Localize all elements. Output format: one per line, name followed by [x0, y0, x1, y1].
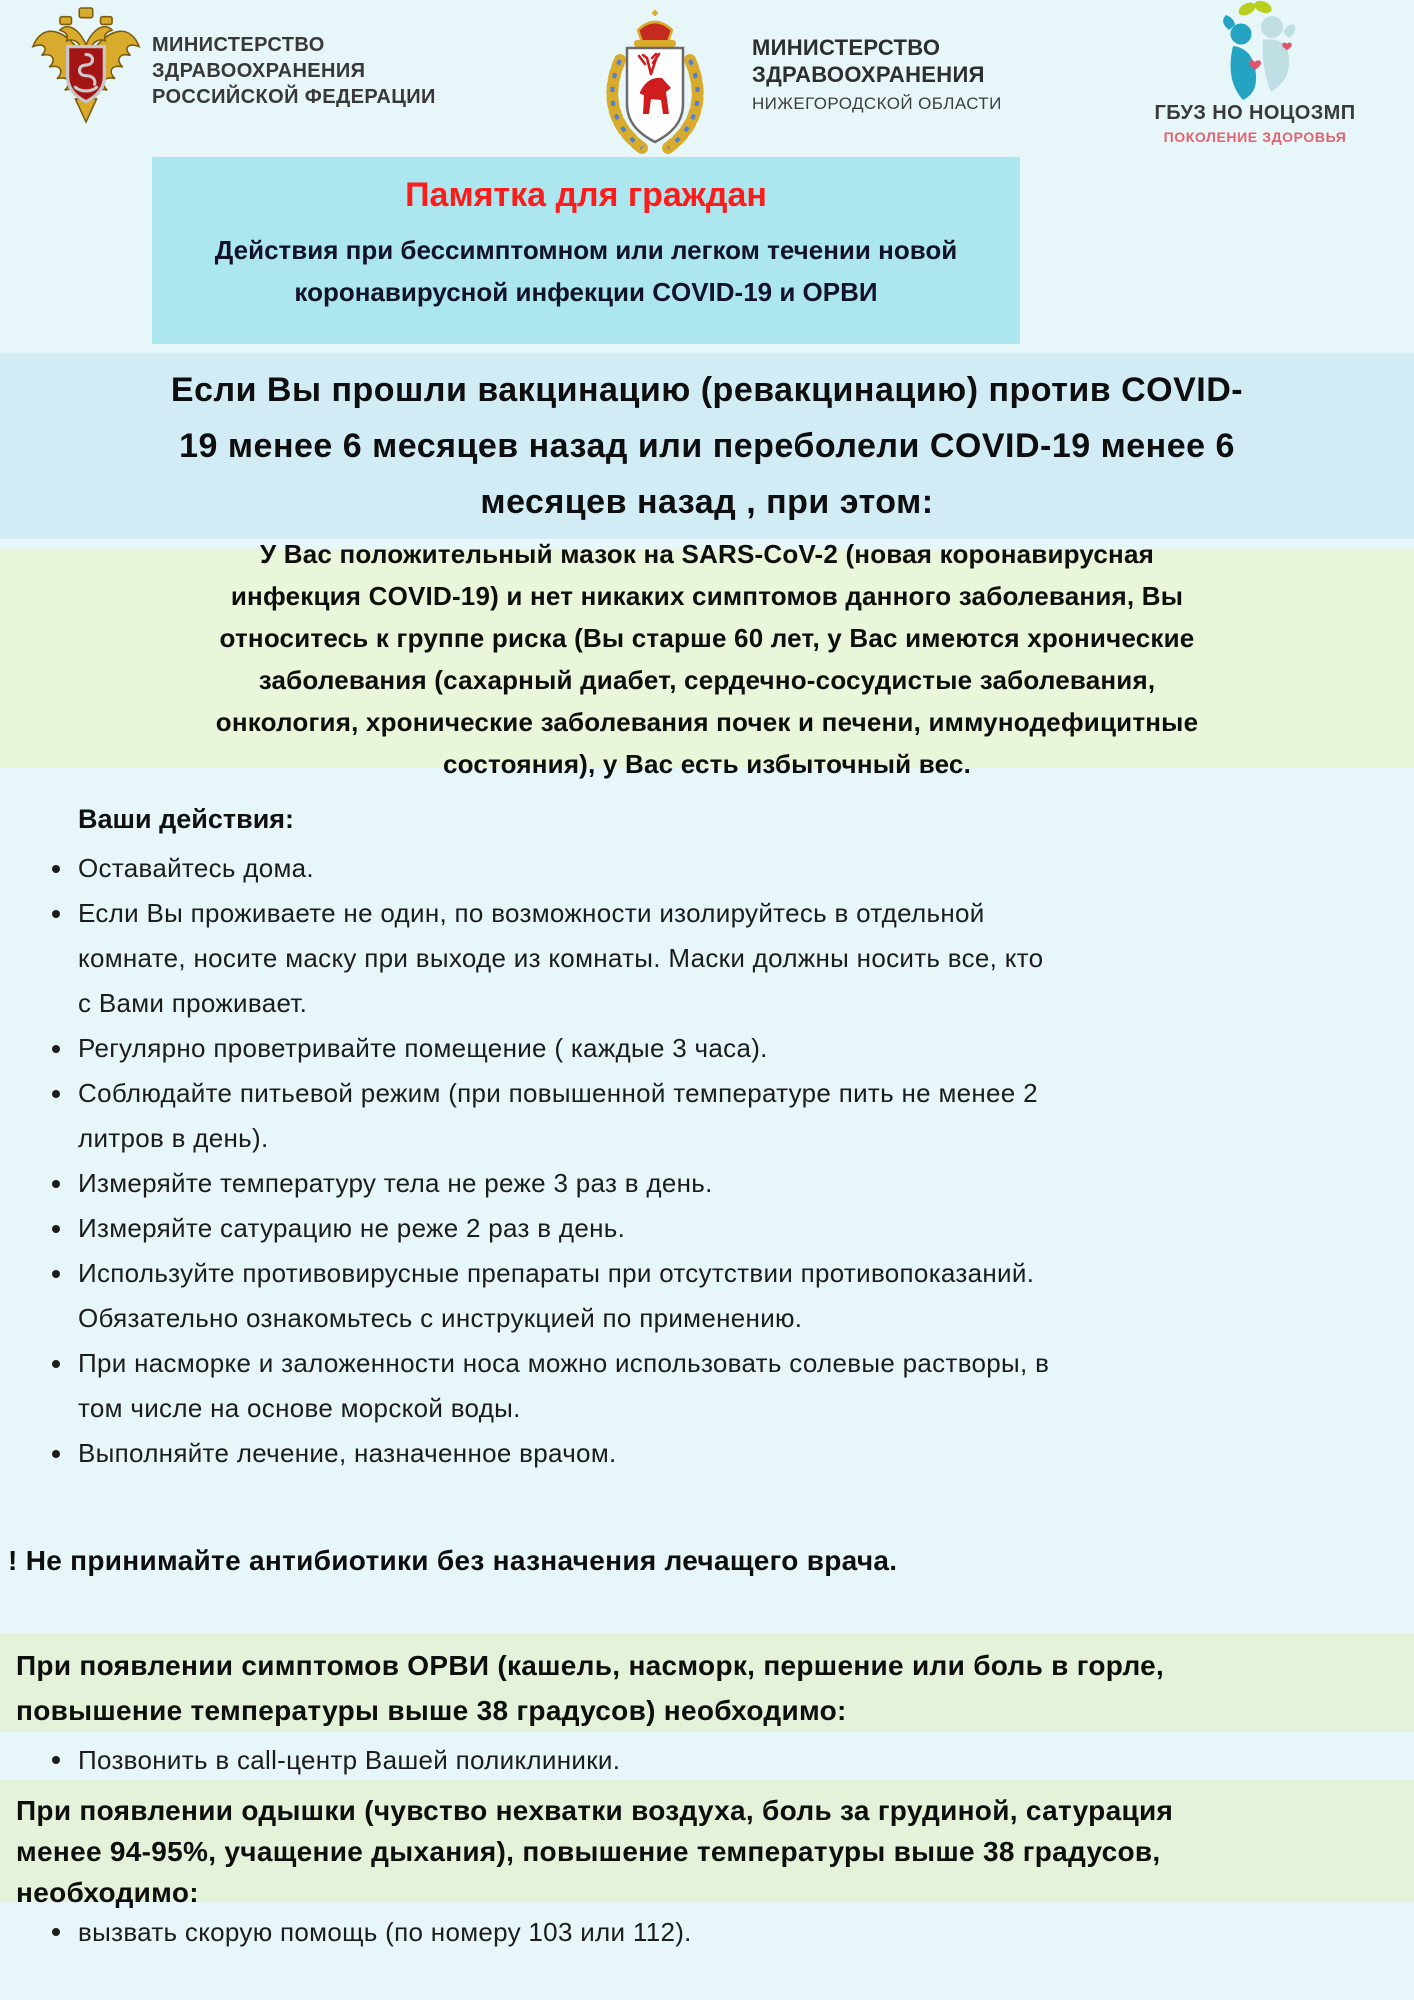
- minzdrav-rf-line2: ЗДРАВООХРАНЕНИЯ: [152, 60, 366, 82]
- dyspnea-text: При появлении одышки (чувство нехватки воздуха, боль за грудиной, сатурация менее 94-95%, учащение дыхания), повышение температуры выше 38 градусов, необходимо:: [16, 1795, 1174, 1908]
- nocozmp-logo-block: [1120, 0, 1390, 145]
- antibiotics-warning: ! Не принимайте антибиотики без назначения лечащего врача.: [8, 1545, 898, 1576]
- vaccination-condition-banner: [0, 353, 1414, 539]
- nocozmp-slogan: ПОКОЛЕНИЕ ЗДОРОВЬЯ: [1163, 129, 1347, 145]
- minzdrav-region-line3: НИЖЕГОРОДСКОЙ ОБЛАСТИ: [752, 94, 1002, 113]
- orvi-action-item: Позвонить в call-центр Вашей поликлиники.: [46, 1740, 1366, 1780]
- dyspnea-banner: [0, 1780, 1414, 1908]
- page-subtitle: Действия при бессимптомном или легком течении новой коронавирусной инфекции COVID-19 и ОРВИ: [214, 235, 958, 307]
- generation-health-figures-icon: [1203, 0, 1307, 100]
- action-item-drink: Соблюдайте питьевой режим (при повышенной температуре пить не менее 2 литров в день).: [46, 1071, 1056, 1161]
- action-item-temperature: Измеряйте температуру тела не реже 3 раз в день.: [46, 1161, 1056, 1206]
- risk-group-text: У Вас положительный мазок на SARS-CoV-2 (новая коронавирусная инфекция COVID-19) и нет никаких симптомов данного заболевания, Вы относитесь к группе риска (Вы старше 60 лет, у Вас имеются хронические заболевания (сахарный диабет, сердечно-сосудистые заболевания, онкология, хронические заболевания почек и печени, иммунодефицитные состояния), у Вас есть избыточный вес.: [215, 538, 1199, 779]
- minzdrav-region-title: [752, 34, 1082, 116]
- action-item-follow-treatment: Выполняйте лечение, назначенное врачом.: [46, 1431, 1056, 1476]
- minzdrav-rf-title: [152, 32, 512, 110]
- risk-group-banner: [0, 538, 1414, 779]
- orvi-symptoms-banner: [0, 1633, 1414, 1732]
- orvi-symptoms-text: При появлении симптомов ОРВИ (кашель, насморк, першение или боль в горле, повышение температуры выше 38 градусов) необходимо:: [16, 1650, 1165, 1726]
- action-item-ventilate: Регулярно проветривайте помещение ( каждые 3 часа).: [46, 1026, 1056, 1071]
- action-item-isolate: Если Вы проживаете не один, по возможности изолируйтесь в отдельной комнате, носите маску при выходе из комнаты. Маски должны носить все, кто с Вами проживает.: [46, 891, 1056, 1026]
- actions-list: [46, 846, 1056, 1476]
- action-item-antivirals: Используйте противовирусные препараты при отсутствии противопоказаний. Обязательно ознакомьтесь с инструкцией по применению.: [46, 1251, 1056, 1341]
- page-title: Памятка для граждан: [405, 176, 767, 214]
- minzdrav-rf-eagle-icon: [28, 6, 144, 126]
- minzdrav-region-line2: ЗДРАВООХРАНЕНИЯ: [752, 62, 985, 87]
- title-block: [152, 157, 1020, 344]
- vaccination-condition-text: Если Вы прошли вакцинацию (ревакцинацию) против COVID-19 менее 6 месяцев назад или переболели COVID-19 менее 6 месяцев назад , при этом:: [170, 371, 1244, 521]
- header: [0, 0, 1414, 160]
- minzdrav-rf-line1: МИНИСТЕРСТВО: [152, 34, 325, 56]
- nocozmp-org-name: ГБУЗ НО НОЦОЗМП: [1154, 102, 1356, 124]
- minzdrav-rf-line3: РОССИЙСКОЙ ФЕДЕРАЦИИ: [152, 86, 436, 108]
- action-item-saturation: Измеряйте сатурацию не реже 2 раз в день.: [46, 1206, 1056, 1251]
- action-item-stay-home: Оставайтесь дома.: [46, 846, 1056, 891]
- minzdrav-region-line1: МИНИСТЕРСТВО: [752, 35, 941, 60]
- dyspnea-action-item: вызвать скорую помощь (по номеру 103 или 112).: [46, 1912, 1366, 1952]
- action-item-saline: При насморке и заложенности носа можно использовать солевые растворы, в том числе на основе морской воды.: [46, 1341, 1056, 1431]
- actions-heading: Ваши действия:: [78, 804, 295, 834]
- nizhny-novgorod-coat-of-arms-icon: [596, 8, 714, 158]
